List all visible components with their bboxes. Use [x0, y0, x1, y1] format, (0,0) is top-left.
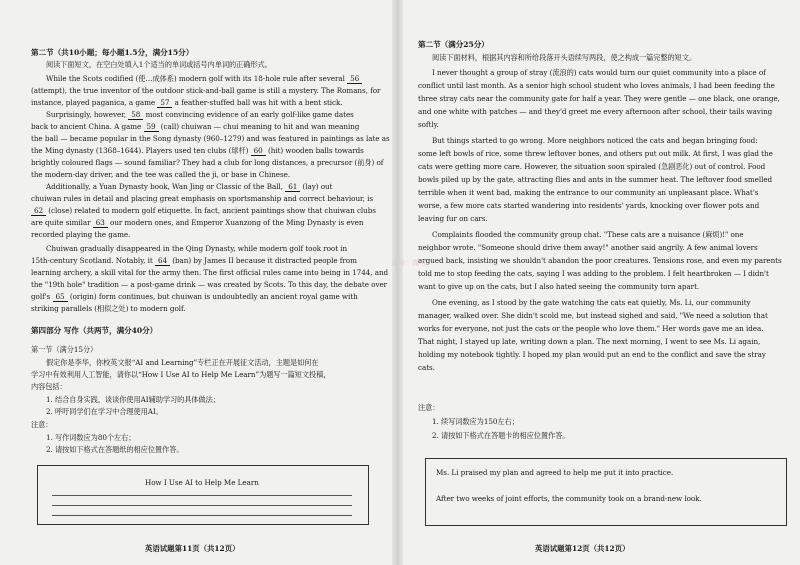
section2-instruction: 阅读下面短文，在空白处填入1个适当的单词或括号内单词的正确形式。 [46, 60, 272, 69]
story-line: One evening, as I stood by the gate watching the cats eat quietly, Ms. Li, our community [432, 298, 751, 307]
story-line: softly. [418, 120, 439, 129]
section2-title: 第二节（共10小题；每小题1.5分，满分15分） [31, 48, 194, 57]
note-item: 1. 续写词数应为150左右； [432, 417, 519, 426]
passage-line: learning archery, a skill vital for the army then. The first official rules came into being in 1744, and [31, 268, 389, 277]
story-line: cats. [418, 363, 435, 372]
passage-line: Chuiwan gradually disappeared in the Qing Dynasty, while modern golf took root in [46, 244, 348, 253]
story-line: told me to stop feeding the cats, saying I was adding to the problem. I felt heartbroken — I didn't [418, 269, 769, 278]
story-line: conflict until last month. As a senior high school student who loves animals, I had been feeding the [418, 81, 775, 90]
page-11 [0, 0, 392, 565]
blank-57[interactable]: 57 [157, 98, 172, 108]
story-line: leaving fur on cars. [418, 214, 488, 223]
blank-58[interactable]: 58 [128, 110, 143, 120]
part4-title: 第四部分 写作（共两节，满分40分） [31, 326, 158, 335]
passage-line: golf's 65 (origin) form continues, but chuiwan is undoubtedly an ancient royal game with [31, 292, 358, 301]
story-line: and one white with patches — and they'd greet me every afternoon after school, their tails waving [418, 107, 773, 116]
continuation-instruction: 阅读下面材料，根据其内容和所给段落开头语续写两段，使之构成一篇完整的短文。 [432, 53, 697, 62]
writing-prompt: 假定你是李华，你校英文报“AI and Learning”专栏正在开展征文活动，主题是如何在 [46, 358, 319, 367]
note-label: 注意： [418, 403, 440, 412]
passage-line: recorded playing the game. [31, 230, 131, 239]
passage-line: Surprisingly, however, 58 most convincing evidence of an early golf-like game dates [46, 110, 354, 119]
passage-line: striking parallels (相似之处) to modern golf. [31, 304, 186, 313]
story-line: But things started to go wrong. More neighbors noticed the cats and began bringing food: [432, 136, 758, 145]
passage-line: brightly coloured flags — sound familiar? They had a club for long distances, a precursor (前身) of [31, 158, 384, 167]
section2-title: 第二节（满分25分） [418, 40, 489, 49]
passage-line: 15th-century Scotland. Notably, it 64 (ban) by James II because it distracted people from [31, 256, 357, 265]
passage-line: Additionally, a Yuan Dynasty book, Wan Jing or Classic of the Ball, 61 (lay) out [46, 182, 333, 191]
paragraph-opener-1: Ms. Li praised my plan and agreed to help me put it into practice. [436, 468, 674, 477]
passage-line: the Ming dynasty (1368–1644). Players used ten clubs (球杆) 60 (hit) wooden balls towards [31, 146, 364, 155]
story-line: I never thought a group of stray (流浪的) cats would turn our quiet community into a place of [432, 68, 766, 77]
passage-line: While the Scots codified (使…成体系) modern golf with its 18-hole rule after several 56 [46, 74, 362, 84]
story-line: holding my notebook tightly. I hoped my plan would put an end to the conflict and save the stray [418, 350, 766, 359]
passage-line: the "19th hole" tradition — a post-game drink — was created by Scots. To this day, the debate over [31, 280, 388, 289]
story-line: works for everyone, not just the cats or the people who love them." Her words gave me an idea. [418, 324, 764, 333]
passage-line: 62 (close) related to modern golf etiquette. In fact, ancient paintings show that chuiwan clubs [31, 206, 376, 216]
passage-line: the modern-day driver, and the tee was called the ji, or base in Chinese. [31, 170, 291, 179]
story-line: worse, a few more cats started wandering into residents' yards, knocking over flower pots and [418, 201, 760, 210]
note-item: 2. 请按如下格式在答题纸的相应位置作答。 [46, 445, 184, 454]
story-line: want to give up on the cats, but I also hated seeing the community torn apart. [418, 282, 700, 291]
blank-65[interactable]: 65 [53, 292, 68, 302]
passage-line: instance, played paganica, a game 57 a feather-stuffed ball was hit with a bent stick. [31, 98, 343, 107]
passage-line: chuiwan rules in detail and placing great emphasis on sportsmanship and correct behaviour, is [31, 194, 373, 203]
passage-line: are quite similar 63 our modern ones, and Emperor Xuanzong of the Ming Dynasty is even [31, 218, 364, 227]
answer-line[interactable] [52, 515, 352, 516]
passage-line: (attempt), the true inventor of the outdoor stick-and-ball game is still a mystery. The Romans, for [31, 86, 381, 95]
story-line: Complaints flooded the community group chat. "These cats are a nuisance (麻烦)!" one [432, 230, 744, 239]
story-line: argued back, insisting we shouldn't abandon the poor creatures. Tensions rose, and even my parents [418, 256, 782, 265]
part4-section1: 第一节（满分15分） [31, 345, 98, 354]
passage-line: back to ancient China. A game 59 (call) chuiwan — chui meaning to hit and wan meaning [31, 122, 360, 131]
blank-61[interactable]: 61 [285, 182, 300, 192]
page-gutter [392, 0, 403, 565]
writing-prompt: 学习中有效利用人工智能，请你以“How I Use AI to Help Me Learn”为题写一篇短文投稿， [31, 370, 331, 379]
story-line: bowls piled up by the gate, attracting flies and ants in the summer heat. The leftover food smelled [418, 175, 773, 184]
watermark-text: 众号：高考 [391, 259, 426, 267]
page-12 [391, 0, 800, 565]
paragraph-opener-2: After two weeks of joint efforts, the community took on a brand-new look. [436, 494, 702, 503]
story-line: manager, walked over. She didn't scold me, but instead sighed and said, "We need a solution that [418, 311, 768, 320]
answer-line[interactable] [52, 505, 352, 506]
writing-prompt: 内容包括： [31, 382, 67, 391]
blank-63[interactable]: 63 [93, 218, 108, 228]
note-item: 2. 请按如下格式在答题卡的相应位置作答。 [432, 431, 570, 440]
writing-point: 2. 呼吁同学们在学习中合理使用AI。 [46, 407, 163, 416]
story-line: some left bowls of rice, some threw leftover bones, and others put out milk. At first, I was glad the [418, 149, 773, 158]
page-footer: 英语试题第11页（共12页） [145, 544, 240, 553]
answer-line[interactable] [52, 495, 352, 496]
blank-56[interactable]: 56 [347, 74, 362, 84]
page-footer: 英语试题第12页（共12页） [535, 544, 630, 553]
note-item: 1. 写作词数应为80个左右； [46, 433, 136, 442]
story-line: neighbor wrote. "Someone should drive them away!" another said angrily. A few animal lovers [418, 243, 758, 252]
note-label: 注意： [31, 420, 53, 429]
blank-59[interactable]: 59 [144, 122, 159, 132]
story-line: That night, I stayed up late, writing down a plan. The next morning, I went to see Ms. Li again, [418, 337, 761, 346]
answer-box-title: How I Use AI to Help Me Learn [145, 478, 259, 487]
blank-62[interactable]: 62 [31, 206, 46, 216]
writing-point: 1. 结合自身实践，谈谈你使用AI辅助学习的具体做法； [46, 395, 220, 404]
blank-64[interactable]: 64 [155, 256, 170, 266]
passage-line: the ball — became popular in the Song dynasty (960–1279) and was featured in paintings as late as [31, 134, 390, 143]
story-line: three stray cats near the community gate for half a year. They were gentle — one black, one orange, [418, 94, 780, 103]
story-line: terrible when it went bad, making the entrance to our community an unpleasant place. What's [418, 188, 759, 197]
blank-60[interactable]: 60 [251, 146, 266, 156]
story-line: cats were getting more care. However, the situation soon spiraled (急剧恶化) out of control. Food [418, 162, 766, 171]
